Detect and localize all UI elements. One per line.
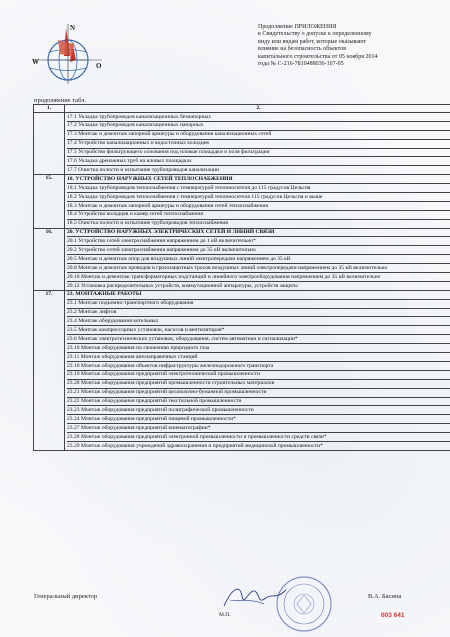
work-item: 17.1 Укладка трубопроводов канализационных безнапорных [67,113,450,122]
work-item: 23.4 Монтаж оборудования котельных [67,317,450,326]
section-title: 18. УСТРОЙСТВО НАРУЖНЫХ СЕТЕЙ ТЕПЛОСНАБЖЕНИЯ [67,175,450,184]
row-items [65,228,450,290]
work-types-table [33,104,450,451]
header-line: влияние на безопасность объектов [258,46,347,53]
work-item: 20.10 Монтаж и демонтаж трансформаторных подстанций и линейного электрооборудования напряжением до 35 кВ включительно [67,273,450,282]
work-item: 18.1 Укладка трубопроводов теплоснабжения с температурой теплоносителя до 115 градусов Цельсия [67,184,450,193]
header-line: к Свидетельству о допуске к определенному [258,31,372,38]
work-item: 23.11 Монтаж оборудования автозаправочных станций [67,353,450,362]
row-number [34,113,65,175]
work-item: 23.5 Монтаж компрессорных установок, насосов и вентиляторов* [67,326,450,335]
header-line: виду или видам работ, которые оказывают [258,38,366,45]
work-item: 23.10 Монтаж оборудования по сжижению природного газа [67,344,450,353]
director-label: Генеральный директор [34,593,98,600]
work-item: 23.27 Монтаж оборудования предприятий кинематографии* [67,424,450,433]
row-items [65,290,450,450]
work-item: 17.6 Укладка дренажных труб на иловых площадках [67,157,450,166]
work-item: 18.3 Монтаж и демонтаж запорной арматуры и оборудования сетей теплоснабжения [67,202,450,211]
appendix-header [258,24,438,68]
table-row [34,228,450,290]
header-line: года № С-216-7810488036-107-05 [258,61,344,68]
section-title: 20. УСТРОЙСТВО НАРУЖНЫХ ЭЛЕКТРИЧЕСКИХ СЕТЕЙ И ЛИНИЙ СВЯЗИ [67,229,450,238]
work-item: 23.20 Монтаж оборудования предприятий промышленности строительных материалов [67,380,450,389]
row-number: 17. [34,290,65,450]
column-header-work: 2. [65,105,450,113]
row-number: 15. [34,175,65,228]
work-item: 23.19 Монтаж оборудования предприятий электротехнической промышленности [67,371,450,380]
row-items [65,175,450,228]
header-line: Продолжение ПРИЛОЖЕНИЯ [258,24,337,30]
work-item: 23.16 Монтаж оборудования объектов инфраструктуры железнодорожного транспорта [67,362,450,371]
globe-logo-icon [28,22,108,88]
director-name: В.А. Басина [368,593,402,600]
work-item: 23.22 Монтаж оборудования предприятий текстильной промышленности [67,398,450,407]
header-line: капитального строительства от 05 ноября 2014 [258,53,378,60]
work-item: 23.21 Монтаж оборудования предприятий целлюлозно-бумажной промышленности [67,389,450,398]
work-item: 18.2 Укладка трубопроводов теплоснабжения с температурой теплоносителя 115 градусов Цельсия и выше [67,193,450,202]
work-item: 23.28 Монтаж оборудования предприятий электронной промышленности и промышленности средств связи* [67,433,450,442]
work-item: 23.29 Монтаж оборудования учреждений здравоохранения и предприятий медицинской промышленности* [67,442,323,449]
work-item: 23.23 Монтаж оборудования предприятий полиграфической промышленности [67,406,450,415]
work-item: 18.5 Очистка полости и испытание трубопроводов теплоснабжения [67,220,228,227]
seal-place-label: М.П. [219,612,231,618]
work-item: 20.8 Монтаж и демонтаж проводов и грозозащитных тросов воздушных линий электропередачи напряжением до 35 кВ включительно [67,264,450,273]
work-item: 20.12 Установка распределительных устройств, коммутационной аппаратуры, устройств защиты [67,282,298,289]
serial-number: 003 641 [381,612,405,619]
work-item: 17.5 Устройство фильтрующего основания под иловые площадки и поля фильтрации [67,149,450,158]
work-item: 23.6 Монтаж электротехнических установок, оборудования, систем автоматики и сигнализации* [67,335,450,344]
work-item: 20.5 Монтаж и демонтаж опор для воздушных линий электропередачи напряжением до 35 кВ [67,255,450,264]
column-header-number: 1. [34,105,65,113]
row-number: 16. [34,228,65,290]
table-row [34,290,450,450]
work-item: 17.7 Очистка полости и испытание трубопроводов канализации [67,166,219,173]
table-row [34,113,450,175]
work-item: 20.2 Устройство сетей электроснабжения напряжением до 35 кВ включительно [67,246,450,255]
logo-letter-n: N [70,24,76,32]
work-item: 23.2 Монтаж лифтов [67,309,450,318]
section-title: 23. МОНТАЖНЫЕ РАБОТЫ [67,291,450,300]
round-seal-icon [275,575,333,633]
work-item: 17.2 Укладка трубопроводов канализационных напорных [67,122,450,131]
logo-letter-o: O [96,62,102,70]
continuation-label: продолжение табл. [34,97,87,104]
work-item: 20.1 Устройство сетей электроснабжения напряжением до 1 кВ включительно* [67,237,450,246]
work-item: 17.4 Устройство канализационных и водосточных колодцев [67,140,450,149]
work-item: 18.4 Устройство колодцев и камер сетей теплоснабжения [67,211,450,220]
table-header-row [34,105,450,113]
work-item: 17.3 Монтаж и демонтаж запорной арматуры и оборудования канализационных сетей [67,131,450,140]
row-items [65,113,450,175]
work-item: 23.24 Монтаж оборудования предприятий пищевой промышленности* [67,415,450,424]
work-item: 23.1 Монтаж подъемно-транспортного оборудования [67,300,450,309]
table-row [34,175,450,228]
logo-letter-w: W [32,58,39,66]
